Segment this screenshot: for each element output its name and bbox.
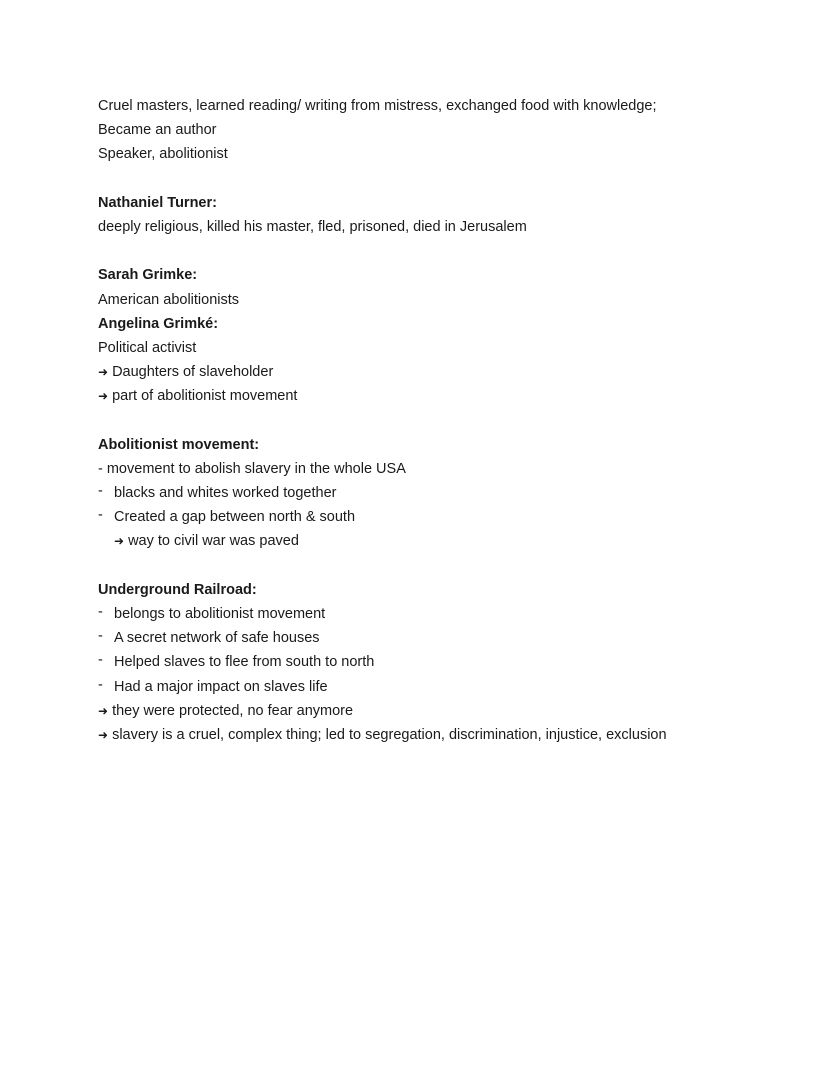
section-heading-underground-railroad: Underground Railroad: bbox=[98, 581, 257, 598]
arrow-line bbox=[98, 384, 798, 408]
arrow-line bbox=[98, 360, 798, 384]
section-heading-turner: Nathaniel Turner: bbox=[98, 194, 217, 211]
arrow-line bbox=[98, 529, 798, 553]
list-item-text: A secret network of safe houses bbox=[114, 630, 320, 647]
list-item bbox=[98, 650, 798, 674]
arrow-text: way to civil war was paved bbox=[128, 533, 299, 550]
list-item-text: blacks and whites worked together bbox=[114, 485, 337, 501]
intro-line-2: Became an author bbox=[98, 122, 217, 139]
arrow-icon: ➜ bbox=[98, 389, 109, 404]
arrow-text: they were protected, no fear anymore bbox=[112, 702, 354, 719]
section-heading-abolitionist-movement: Abolitionist movement: bbox=[98, 436, 260, 453]
arrow-text: slavery is a cruel, complex thing; led to segregation, discrimination, injustice, exclusion bbox=[112, 726, 667, 743]
arrow-text: part of abolitionist movement bbox=[112, 388, 298, 405]
list-item-text: Helped slaves to flee from south to north bbox=[114, 654, 375, 671]
list-item bbox=[98, 505, 798, 529]
spacer bbox=[98, 239, 798, 263]
list-item-text: belongs to abolitionist movement bbox=[114, 605, 326, 622]
dash-bullet: - bbox=[98, 483, 103, 499]
angelina-grimke-text: Political activist bbox=[98, 339, 197, 356]
list-item-text: Created a gap between north & south bbox=[114, 509, 356, 526]
list-item bbox=[98, 626, 798, 650]
arrow-line bbox=[98, 699, 798, 723]
section-heading-sarah-grimke: Sarah Grimke: bbox=[98, 267, 198, 284]
list-item-text: Had a major impact on slaves life bbox=[114, 678, 328, 695]
dash-bullet: - bbox=[98, 676, 103, 693]
document-body bbox=[98, 94, 798, 747]
arrow-icon: ➜ bbox=[98, 365, 109, 380]
list-item bbox=[98, 602, 798, 626]
section-heading-angelina-grimke: Angelina Grimké: bbox=[98, 315, 219, 332]
arrow-icon: ➜ bbox=[114, 534, 125, 549]
spacer bbox=[98, 554, 798, 578]
dash-bullet: - bbox=[98, 652, 103, 669]
list-item bbox=[98, 481, 798, 505]
arrow-icon: ➜ bbox=[98, 727, 109, 742]
intro-line-1: Cruel masters, learned reading/ writing from mistress, exchanged food with knowledge; bbox=[98, 98, 657, 114]
dash-bullet: - bbox=[98, 603, 103, 620]
spacer bbox=[98, 408, 798, 432]
dash-bullet: - bbox=[98, 628, 103, 645]
sarah-grimke-text: American abolitionists bbox=[98, 291, 240, 308]
turner-text: deeply religious, killed his master, fled, prisoned, died in Jerusalem bbox=[98, 218, 527, 235]
spacer bbox=[98, 167, 798, 191]
arrow-line bbox=[98, 723, 798, 747]
arrow-text: Daughters of slaveholder bbox=[112, 364, 274, 381]
intro-line-3: Speaker, abolitionist bbox=[98, 146, 228, 163]
dash-bullet: - bbox=[98, 507, 103, 524]
list-item: - movement to abolish slavery in the whole USA bbox=[98, 460, 406, 477]
arrow-icon: ➜ bbox=[98, 703, 109, 718]
list-item bbox=[98, 675, 798, 699]
